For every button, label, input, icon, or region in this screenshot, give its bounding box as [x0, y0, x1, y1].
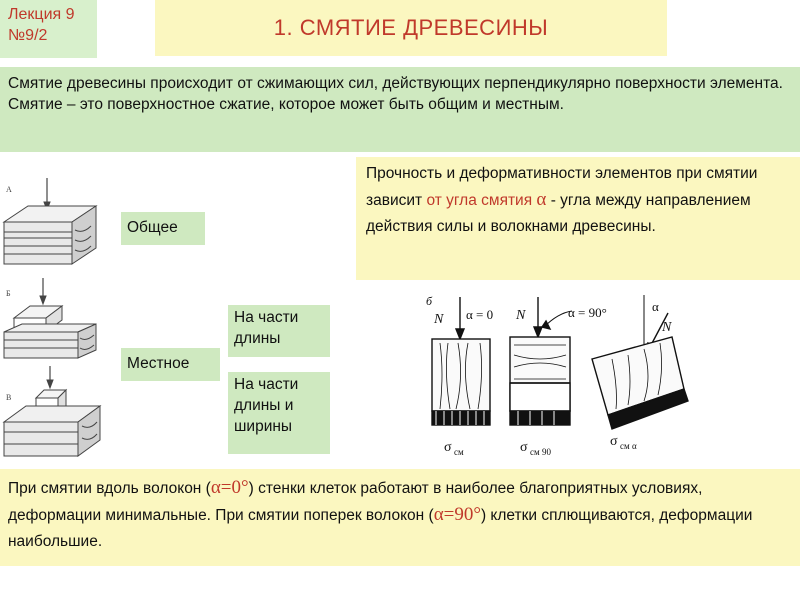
- footer-part1: При смятии вдоль волокон (: [8, 480, 211, 497]
- footer-part3: ) клетки сплющиваются, деформации наибольшие.: [8, 507, 753, 550]
- fig-letter: б: [426, 294, 433, 308]
- alpha-90-formula: α=90°: [433, 504, 481, 525]
- label-part-length-width: На части длины и ширины: [228, 372, 330, 454]
- sigma-sub-1: см: [454, 447, 464, 457]
- alpha-0-formula: α=0°: [210, 477, 249, 498]
- n-label-1: N: [434, 312, 444, 327]
- alpha-90-label: α = 90°: [568, 305, 607, 320]
- strength-part1: Прочность и деформативности элементов при смятии зависит: [366, 165, 758, 209]
- footer-part2: ) стенки клеток работают в наиболее благоприятных условиях, деформации минимальные. При смятии поперек волокон (: [8, 480, 703, 524]
- intro-text: Смятие древесины происходит от сжимающих сил, действующих перпендикулярно поверхности элемента. Смятие – это поверхностное сжатие, которое может быть общим и местным.: [0, 67, 800, 152]
- page-title: 1. СМЯТИЕ ДРЕВЕСИНЫ: [155, 0, 667, 56]
- sigma-label-3: σ: [610, 434, 618, 449]
- sigma-label-1: σ: [444, 440, 452, 455]
- alpha-label-3: α: [652, 299, 659, 314]
- sigma-label-2: σ: [520, 440, 528, 455]
- lecture-number: Лекция 9: [8, 6, 75, 23]
- strength-highlight: от угла смятия: [426, 192, 537, 209]
- n-label-3: N: [662, 320, 672, 335]
- label-general: Общее: [121, 212, 205, 245]
- strength-text: [356, 157, 800, 280]
- strength-part2: - угла между направлением действия силы и волокнами древесины.: [366, 192, 751, 235]
- slide-number: №9/2: [8, 27, 48, 44]
- right-figure: [422, 283, 712, 463]
- alpha-symbol: α: [536, 189, 547, 210]
- left-figure: [0, 160, 110, 460]
- sigma-sub-3: см α: [620, 441, 637, 451]
- lecture-badge: [0, 0, 97, 58]
- n-label-2: N: [516, 308, 526, 323]
- label-a: А: [6, 185, 12, 194]
- alpha-0-label: α = 0: [466, 307, 494, 322]
- footer-text: [0, 469, 800, 566]
- label-b: Б: [6, 289, 11, 298]
- sigma-sub-2: см 90: [530, 447, 551, 457]
- label-v: В: [6, 393, 12, 402]
- label-local: Местное: [121, 348, 220, 381]
- label-part-length: На части длины: [228, 305, 330, 357]
